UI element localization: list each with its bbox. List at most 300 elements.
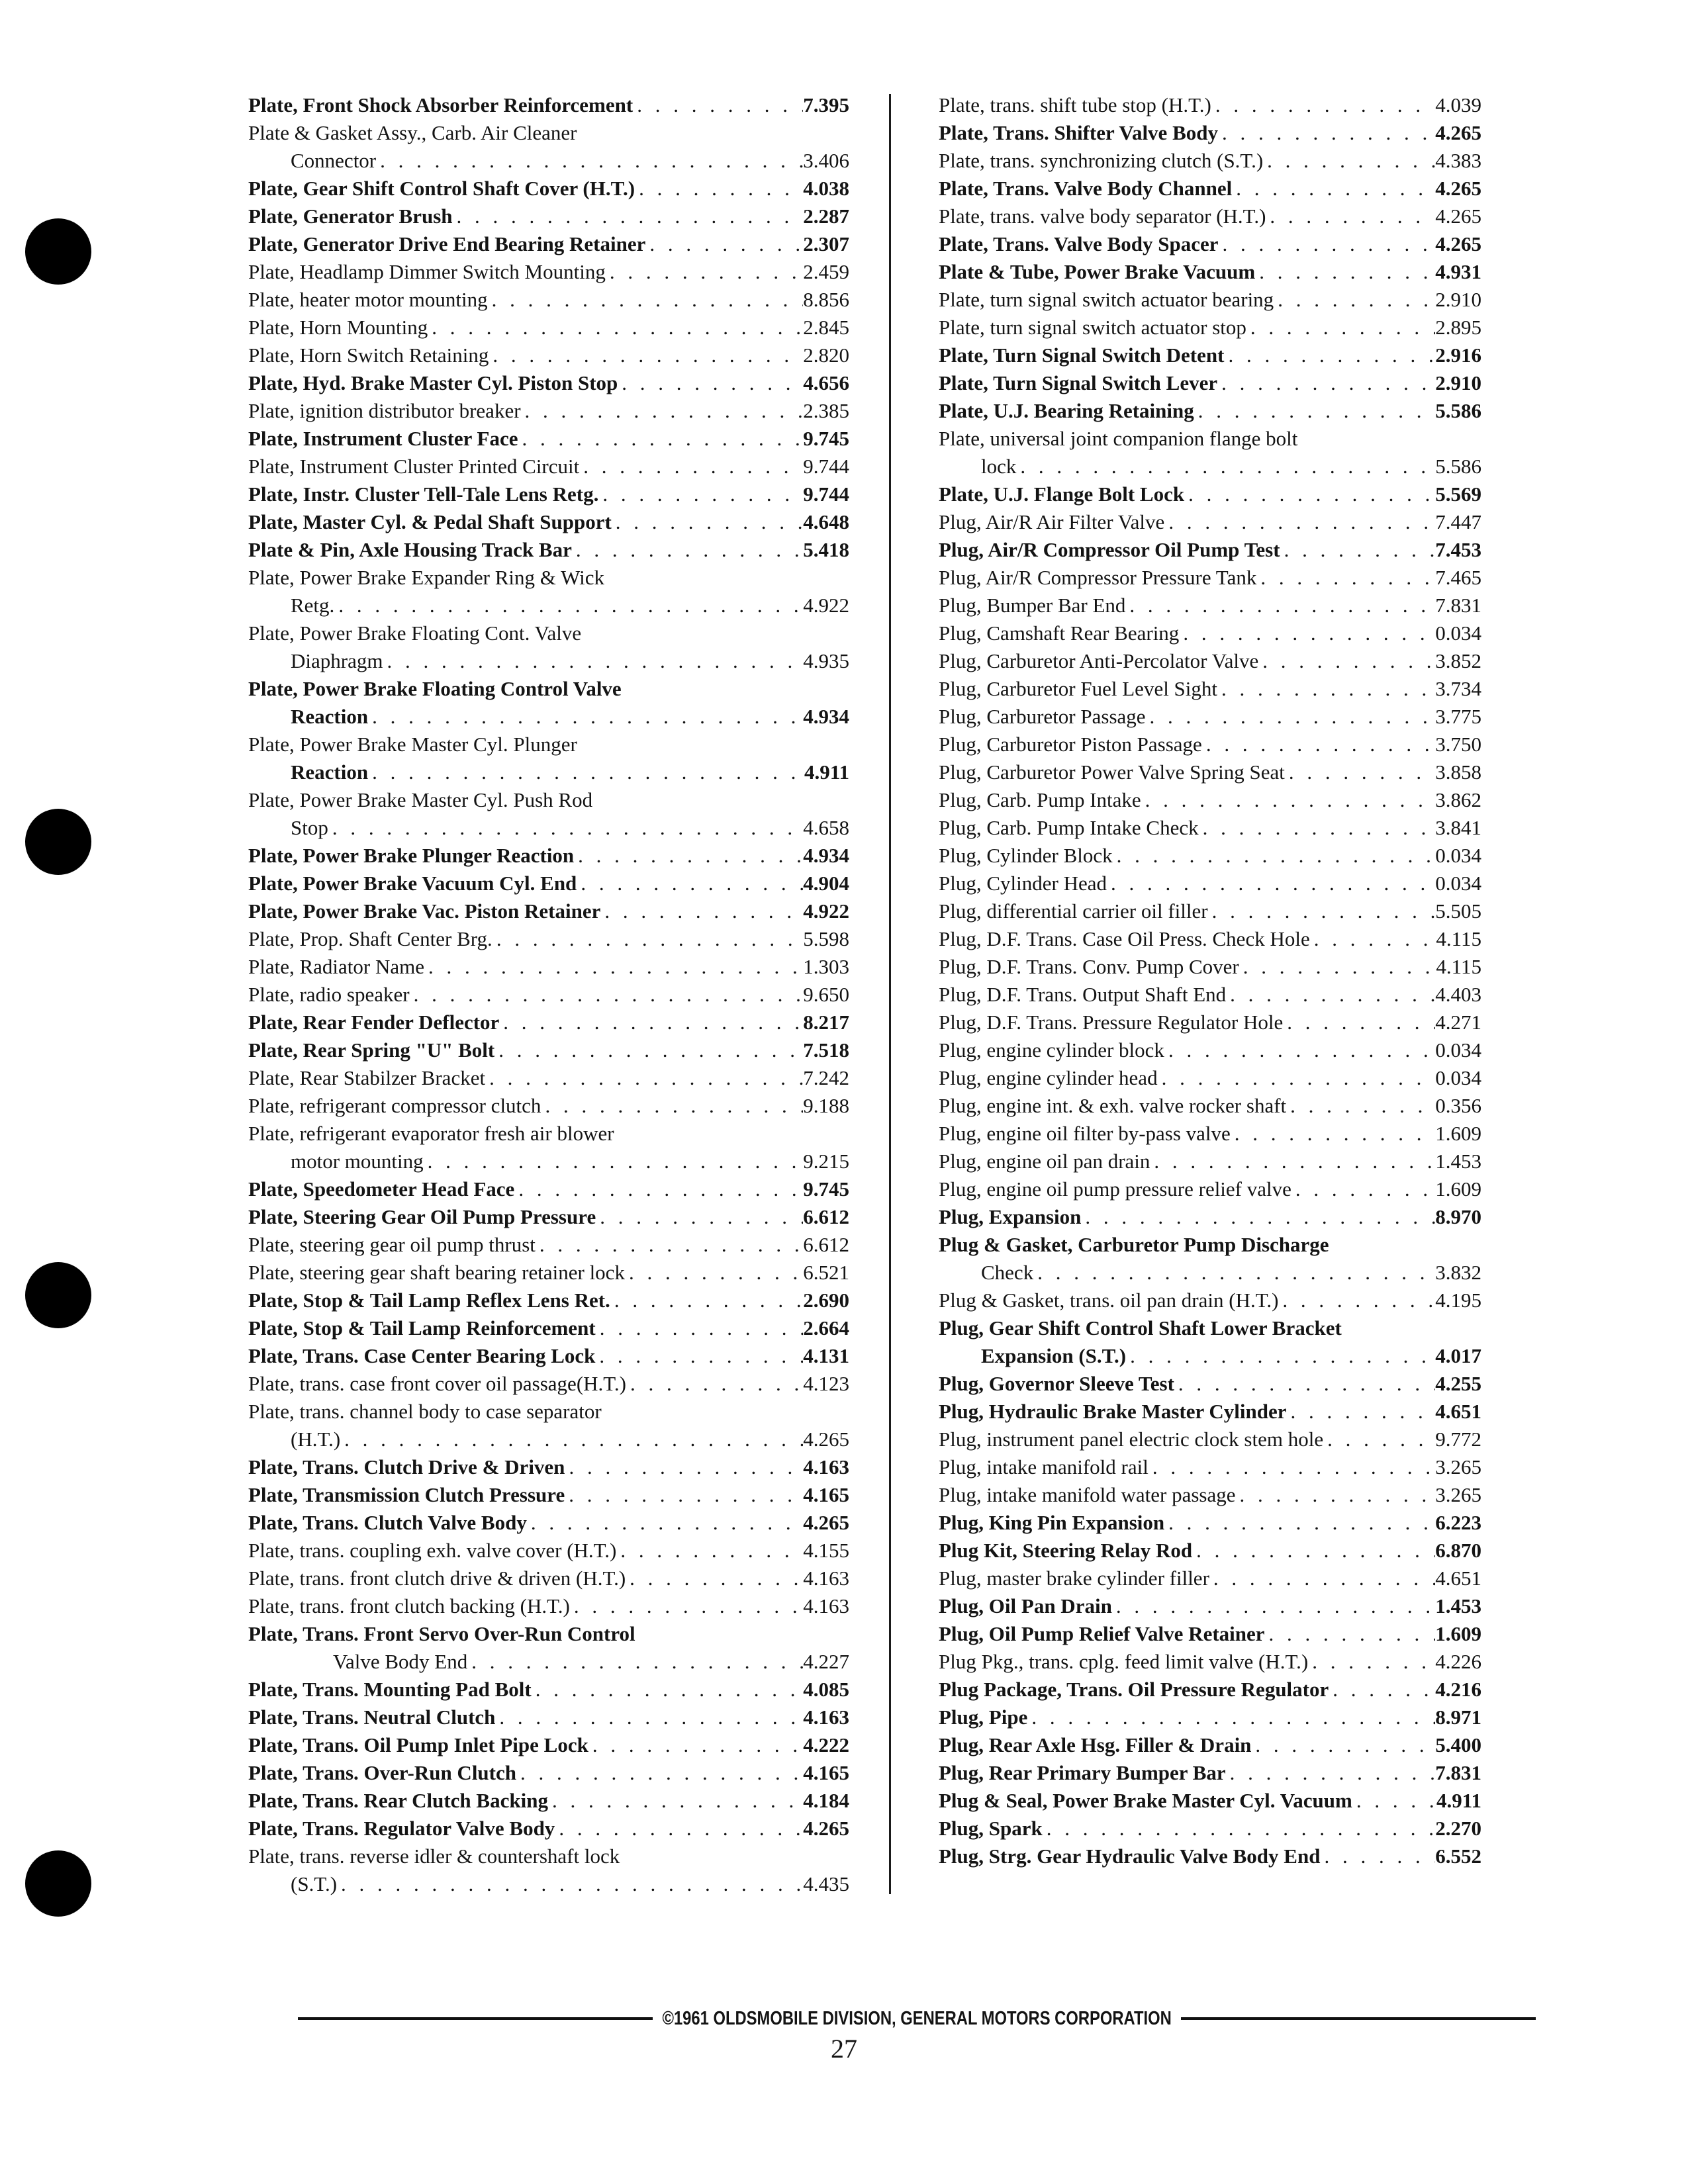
dot-leader (1027, 1704, 1435, 1731)
index-entry (248, 1092, 849, 1120)
dot-leader (521, 397, 804, 425)
entry-name: Plate, ignition distributor breaker (248, 399, 521, 422)
index-entry (248, 1759, 849, 1787)
entry-name: Plate, Prop. Shaft Center Brg. (248, 927, 492, 950)
dot-leader (1280, 536, 1436, 564)
index-entry (248, 1342, 849, 1370)
entry-page-ref: 4.226 (1435, 1650, 1481, 1673)
index-entry (248, 1148, 849, 1175)
entry-name: Plug, Expansion (939, 1205, 1082, 1228)
footer-rule-left (298, 2017, 653, 2020)
index-entry (248, 1620, 849, 1648)
entry-page-ref: 4.163 (803, 1567, 849, 1590)
entry-name: (S.T.) (291, 1872, 338, 1895)
entry-page-ref: 7.395 (803, 93, 849, 116)
index-entry (939, 1815, 1481, 1843)
dot-leader (1211, 91, 1435, 119)
entry-name: Plug, Cylinder Block (939, 844, 1113, 867)
index-entry (939, 758, 1481, 786)
index-entry (248, 1565, 849, 1592)
entry-name: Plate, Trans. Front Servo Over-Run Control (248, 1622, 635, 1645)
entry-name: Plug, master brake cylinder filler (939, 1567, 1209, 1590)
index-entry (248, 814, 849, 842)
dot-leader (1283, 1009, 1435, 1036)
entry-name: Plug, Carb. Pump Intake Check (939, 816, 1199, 839)
dot-leader (1179, 619, 1435, 647)
dot-leader (555, 1815, 803, 1843)
entry-page-ref: 2.910 (1435, 288, 1481, 311)
entry-page-ref: 4.115 (1436, 927, 1481, 950)
entry-page-ref: 4.017 (1435, 1344, 1481, 1367)
entry-page-ref: 4.265 (1435, 232, 1481, 255)
entry-name: Plug, Air/R Compressor Oil Pump Test (939, 538, 1280, 561)
entry-name: Plate, Master Cyl. & Pedal Shaft Support (248, 510, 612, 533)
dot-leader (1033, 1259, 1435, 1287)
dot-leader (1256, 564, 1435, 592)
index-entry (939, 1759, 1481, 1787)
entry-name: Plate, Turn Signal Switch Detent (939, 343, 1225, 367)
entry-name: Plug, Bumper Bar End (939, 594, 1126, 617)
dot-leader (1239, 953, 1436, 981)
dot-leader (1158, 1064, 1436, 1092)
entry-page-ref: 1.453 (1435, 1150, 1481, 1173)
index-entry (248, 1064, 849, 1092)
index-entry (939, 453, 1481, 480)
index-entry (248, 1453, 849, 1481)
dot-leader (610, 1287, 803, 1314)
entry-name: Plate, Horn Switch Retaining (248, 343, 489, 367)
index-entry (939, 230, 1481, 258)
entry-name: Plug, Rear Primary Bumper Bar (939, 1761, 1226, 1784)
dot-leader (598, 480, 803, 508)
dot-leader (1274, 286, 1435, 314)
dot-leader (1217, 675, 1435, 703)
entry-name: Plate, steering gear oil pump thrust (248, 1233, 536, 1256)
dot-leader (489, 341, 803, 369)
index-entry (248, 953, 849, 981)
index-entry (939, 1481, 1481, 1509)
entry-page-ref: 2.895 (1435, 316, 1481, 339)
entry-name: motor mounting (291, 1150, 424, 1173)
entry-page-ref: 4.934 (803, 844, 849, 867)
entry-name: Plate & Pin, Axle Housing Track Bar (248, 538, 572, 561)
entry-name: Plate, Power Brake Master Cyl. Plunger (248, 733, 577, 756)
entry-name: Plug, Strg. Gear Hydraulic Valve Body End (939, 1844, 1321, 1868)
entry-page-ref: 4.935 (803, 649, 849, 672)
dot-leader (579, 453, 803, 480)
entry-name: lock (981, 455, 1017, 478)
dot-leader (488, 286, 804, 314)
entry-name: Plate, Trans. Shifter Valve Body (939, 121, 1218, 144)
dot-leader (494, 1036, 803, 1064)
entry-page-ref: 4.165 (803, 1483, 849, 1506)
entry-page-ref: 9.650 (803, 983, 849, 1006)
dot-leader (625, 1259, 803, 1287)
entry-page-ref: 4.155 (803, 1539, 849, 1562)
punch-hole-4 (25, 1850, 91, 1917)
index-entry (248, 1231, 849, 1259)
entry-name: Plate, U.J. Flange Bolt Lock (939, 482, 1185, 506)
entry-page-ref: 1.303 (803, 955, 849, 978)
dot-leader (340, 1426, 803, 1453)
entry-name: Reaction (291, 705, 369, 728)
entry-page-ref: 4.165 (803, 1761, 849, 1784)
dot-leader (516, 1759, 803, 1787)
index-entry (939, 369, 1481, 397)
entry-page-ref: 7.831 (1435, 594, 1481, 617)
index-entry (248, 480, 849, 508)
entry-page-ref: 5.505 (1435, 899, 1481, 923)
entry-page-ref: 4.383 (1435, 149, 1481, 172)
index-entry (939, 147, 1481, 175)
index-entry (939, 1565, 1481, 1592)
index-entry (248, 453, 849, 480)
entry-page-ref: 2.664 (803, 1316, 849, 1340)
index-entry (939, 1064, 1481, 1092)
dot-leader (1194, 397, 1436, 425)
entry-page-ref: 2.270 (1435, 1817, 1481, 1840)
entry-name: Plate, universal joint companion flange bolt (939, 427, 1298, 450)
entry-name: Plate, Power Brake Vacuum Cyl. End (248, 872, 577, 895)
index-entry (939, 1203, 1481, 1231)
index-entry (939, 925, 1481, 953)
entry-name: Plate, U.J. Bearing Retaining (939, 399, 1194, 422)
entry-name: Plate, Steering Gear Oil Pump Pressure (248, 1205, 596, 1228)
dot-leader (1112, 1592, 1435, 1620)
entry-page-ref: 6.612 (803, 1233, 849, 1256)
entry-name: Plate, Instr. Cluster Tell-Tale Lens Retg. (248, 482, 599, 506)
entry-page-ref: 5.586 (1435, 455, 1481, 478)
index-entry (248, 1314, 849, 1342)
dot-leader (1226, 981, 1435, 1009)
entry-name: Retg. (291, 594, 335, 617)
index-entry (248, 647, 849, 675)
entry-page-ref: 7.465 (1435, 566, 1481, 589)
entry-page-ref: 9.745 (803, 1177, 849, 1201)
entry-page-ref: 4.931 (1435, 260, 1481, 283)
dot-leader (1164, 508, 1435, 536)
entry-name: Plate, Power Brake Master Cyl. Push Rod (248, 788, 593, 811)
dot-leader (606, 258, 803, 286)
entry-name: Plug & Gasket, trans. oil pan drain (H.T.) (939, 1289, 1279, 1312)
dot-leader (596, 1314, 804, 1342)
entry-name: Plate, Trans. Clutch Valve Body (248, 1511, 527, 1534)
entry-page-ref: 6.870 (1435, 1539, 1481, 1562)
entry-page-ref: 3.852 (1435, 649, 1481, 672)
index-entry (248, 981, 849, 1009)
entry-page-ref: 0.034 (1435, 1066, 1481, 1089)
dot-leader (1265, 1620, 1436, 1648)
entry-name: Plate, trans. front clutch drive & driven (H.T.) (248, 1567, 626, 1590)
index-entry (248, 592, 849, 619)
index-entry (248, 1648, 849, 1676)
entry-name: Plate, trans. valve body separator (H.T.) (939, 205, 1266, 228)
index-entry (939, 1287, 1481, 1314)
entry-name: Plate, trans. synchronizing clutch (S.T.) (939, 149, 1264, 172)
index-entry (248, 870, 849, 897)
dot-leader (645, 230, 803, 258)
entry-name: Plug, D.F. Trans. Pressure Regulator Hole (939, 1011, 1284, 1034)
entry-name: Plate, Trans. Neutral Clutch (248, 1706, 496, 1729)
entry-name: Plate, turn signal switch actuator bearing (939, 288, 1274, 311)
index-entry (248, 1259, 849, 1287)
index-entry (248, 369, 849, 397)
entry-name: Plate, Headlamp Dimmer Switch Mounting (248, 260, 606, 283)
punch-hole-2 (25, 809, 91, 875)
dot-leader (536, 1231, 803, 1259)
dot-leader (376, 147, 803, 175)
entry-name: Plate, refrigerant evaporator fresh air blower (248, 1122, 614, 1145)
dot-leader (588, 1731, 803, 1759)
index-entry (248, 1815, 849, 1843)
index-entry (248, 1481, 849, 1509)
entry-page-ref: 4.163 (803, 1455, 849, 1479)
entry-page-ref: 4.911 (804, 760, 849, 784)
dot-leader (428, 314, 803, 341)
dot-leader (1278, 1287, 1435, 1314)
dot-leader (1291, 1175, 1435, 1203)
entry-page-ref: 5.418 (803, 538, 849, 561)
entry-name: Plate, heater motor mounting (248, 288, 488, 311)
dot-leader (1224, 341, 1435, 369)
dot-leader (600, 897, 803, 925)
index-entry (248, 147, 849, 175)
entry-page-ref: 6.552 (1435, 1844, 1481, 1868)
dot-leader (424, 1148, 804, 1175)
dot-leader (1287, 1398, 1436, 1426)
dot-leader (1219, 230, 1436, 258)
entry-name: Plate, trans. coupling exh. valve cover (H.T.) (248, 1539, 617, 1562)
entry-page-ref: 8.856 (803, 288, 849, 311)
entry-page-ref: 4.115 (1436, 955, 1481, 978)
entry-page-ref: 3.265 (1435, 1455, 1481, 1479)
index-entry (939, 731, 1481, 758)
index-entry (939, 1787, 1481, 1815)
index-entry (939, 480, 1481, 508)
index-entry (248, 1592, 849, 1620)
entry-name: Plate, Trans. Mounting Pad Bolt (248, 1678, 532, 1701)
entry-page-ref: 5.400 (1435, 1733, 1481, 1756)
index-entry (939, 91, 1481, 119)
entry-name: Plug, Spark (939, 1817, 1043, 1840)
index-entry (939, 564, 1481, 592)
entry-name: (H.T.) (291, 1428, 341, 1451)
entry-name: Plug, intake manifold rail (939, 1455, 1149, 1479)
entry-page-ref: 4.656 (803, 371, 849, 394)
index-entry (248, 564, 849, 592)
entry-page-ref: 3.750 (1435, 733, 1481, 756)
entry-name: Plate, trans. shift tube stop (H.T.) (939, 93, 1211, 116)
entry-name: Plug Kit, Steering Relay Rod (939, 1539, 1193, 1562)
dot-leader (633, 91, 803, 119)
index-entry (248, 1509, 849, 1537)
entry-name: Plate, Stop & Tail Lamp Reinforcement (248, 1316, 596, 1340)
entry-page-ref: 3.406 (803, 149, 849, 172)
entry-page-ref: 5.569 (1435, 482, 1481, 506)
index-entry (248, 1036, 849, 1064)
entry-name: Plug, Rear Axle Hsg. Filler & Drain (939, 1733, 1252, 1756)
entry-name: Plug, Governor Sleeve Test (939, 1372, 1174, 1395)
index-entry (248, 119, 849, 147)
dot-leader (514, 1175, 803, 1203)
index-entry (248, 703, 849, 731)
dot-leader (1329, 1676, 1435, 1704)
entry-page-ref: 2.820 (803, 343, 849, 367)
entry-name: Valve Body End (333, 1650, 468, 1673)
entry-page-ref: 8.217 (803, 1011, 849, 1034)
column-divider (889, 94, 891, 1894)
entry-name: Plate, Rear Fender Deflector (248, 1011, 500, 1034)
index-entry (248, 1203, 849, 1231)
entry-page-ref: 2.690 (803, 1289, 849, 1312)
entry-name: Plug, engine oil pan drain (939, 1150, 1150, 1173)
index-entry (248, 1120, 849, 1148)
entry-name: Plate, Power Brake Plunger Reaction (248, 844, 575, 867)
dot-leader (541, 1092, 803, 1120)
index-entry (248, 203, 849, 230)
index-entry (939, 1009, 1481, 1036)
entry-page-ref: 4.648 (803, 510, 849, 533)
index-entry (248, 91, 849, 119)
entry-name: Plate, Power Brake Expander Ring & Wick (248, 566, 604, 589)
entry-name: Plug, Carburetor Fuel Level Sight (939, 677, 1218, 700)
entry-name: Plate, Horn Mounting (248, 316, 428, 339)
index-entry (939, 286, 1481, 314)
dot-leader (1352, 1787, 1436, 1815)
footer-rule-right (1181, 2017, 1536, 2020)
index-entry (939, 703, 1481, 731)
index-entry (939, 1398, 1481, 1426)
dot-leader (1125, 592, 1435, 619)
entry-page-ref: 8.970 (1435, 1205, 1481, 1228)
dot-leader (532, 1676, 804, 1704)
entry-page-ref: 3.265 (1435, 1483, 1481, 1506)
dot-leader (499, 1009, 803, 1036)
entry-name: Plug, Gear Shift Control Shaft Lower Bracket (939, 1316, 1342, 1340)
entry-page-ref: 4.403 (1435, 983, 1481, 1006)
entry-name: Plate, Instrument Cluster Face (248, 427, 518, 450)
entry-page-ref: 4.216 (1435, 1678, 1481, 1701)
entry-name: Expansion (S.T.) (981, 1344, 1127, 1367)
entry-name: Plate, Trans. Regulator Valve Body (248, 1817, 555, 1840)
entry-page-ref: 4.222 (803, 1733, 849, 1756)
entry-page-ref: 1.609 (1435, 1122, 1481, 1145)
index-entry (248, 425, 849, 453)
dot-leader (334, 592, 803, 619)
index-entry (248, 731, 849, 758)
index-entry (248, 175, 849, 203)
dot-leader (1107, 870, 1435, 897)
entry-name: Plate, trans. channel body to case separator (248, 1400, 602, 1423)
entry-name: Plug, Air/R Compressor Pressure Tank (939, 566, 1257, 589)
entry-name: Plug, D.F. Trans. Case Oil Press. Check Hole (939, 927, 1310, 950)
entry-name: Plate, Trans. Oil Pump Inlet Pipe Lock (248, 1733, 588, 1756)
entry-page-ref: 4.265 (803, 1511, 849, 1534)
dot-leader (424, 953, 803, 981)
dot-leader (410, 981, 804, 1009)
entry-name: Plate, Trans. Case Center Bearing Lock (248, 1344, 596, 1367)
dot-leader (595, 1342, 803, 1370)
dot-leader (635, 175, 803, 203)
index-entry (939, 647, 1481, 675)
entry-page-ref: 4.265 (1435, 205, 1481, 228)
entry-name: Plug, engine cylinder block (939, 1038, 1164, 1062)
entry-name: Plate, Trans. Over-Run Clutch (248, 1761, 516, 1784)
entry-page-ref: 4.651 (1435, 1567, 1481, 1590)
entry-name: Plug, Carburetor Passage (939, 705, 1146, 728)
entry-page-ref: 0.034 (1435, 872, 1481, 895)
dot-leader (1202, 731, 1435, 758)
dot-leader (1255, 258, 1435, 286)
entry-page-ref: 2.459 (803, 260, 849, 283)
entry-page-ref: 4.265 (803, 1817, 849, 1840)
dot-leader (1126, 1342, 1435, 1370)
entry-name: Stop (291, 816, 328, 839)
entry-page-ref: 9.188 (803, 1094, 849, 1117)
entry-name: Plate, Trans. Valve Body Spacer (939, 232, 1219, 255)
entry-name: Plate, turn signal switch actuator stop (939, 316, 1246, 339)
index-entry (939, 1426, 1481, 1453)
index-entry (939, 397, 1481, 425)
entry-page-ref: 4.039 (1435, 93, 1481, 116)
entry-name: Check (981, 1261, 1034, 1284)
index-entry (939, 1592, 1481, 1620)
index-entry (939, 1843, 1481, 1870)
index-entry (939, 1648, 1481, 1676)
dot-leader (1286, 1092, 1435, 1120)
entry-name: Plug, Carburetor Piston Passage (939, 733, 1202, 756)
entry-name: Plug, differential carrier oil filler (939, 899, 1208, 923)
index-entry (939, 1509, 1481, 1537)
entry-name: Reaction (291, 760, 369, 784)
dot-leader (1141, 786, 1436, 814)
dot-leader (1226, 1759, 1436, 1787)
entry-page-ref: 4.131 (803, 1344, 849, 1367)
entry-page-ref: 4.227 (803, 1650, 849, 1673)
entry-name: Plate, Rear Spring "U" Bolt (248, 1038, 495, 1062)
entry-page-ref: 2.385 (803, 399, 849, 422)
dot-leader (1232, 175, 1435, 203)
index-entry (939, 897, 1481, 925)
index-entry (248, 786, 849, 814)
index-entry (248, 897, 849, 925)
dot-leader (1217, 369, 1435, 397)
entry-page-ref: 3.832 (1435, 1261, 1481, 1284)
entry-name: Plug, instrument panel electric clock stem hole (939, 1428, 1324, 1451)
index-entry (248, 397, 849, 425)
index-entry (939, 314, 1481, 341)
index-entry (248, 230, 849, 258)
dot-leader (1263, 147, 1435, 175)
page-number: 27 (831, 2034, 857, 2064)
dot-leader (368, 758, 804, 786)
index-entry (939, 814, 1481, 842)
entry-page-ref: 7.453 (1435, 538, 1481, 561)
index-entry (939, 786, 1481, 814)
entry-page-ref: 3.841 (1435, 816, 1481, 839)
dot-leader (1016, 453, 1435, 480)
entry-page-ref: 0.034 (1435, 844, 1481, 867)
index-entry (248, 1843, 849, 1870)
dot-leader (1081, 1203, 1435, 1231)
entry-name: Plug, Pipe (939, 1706, 1028, 1729)
index-entry (939, 1370, 1481, 1398)
dot-leader (1184, 480, 1435, 508)
dot-leader (626, 1370, 803, 1398)
dot-leader (565, 1481, 803, 1509)
entry-page-ref: 1.453 (1435, 1594, 1481, 1617)
entry-name: Plate, Turn Signal Switch Lever (939, 371, 1218, 394)
